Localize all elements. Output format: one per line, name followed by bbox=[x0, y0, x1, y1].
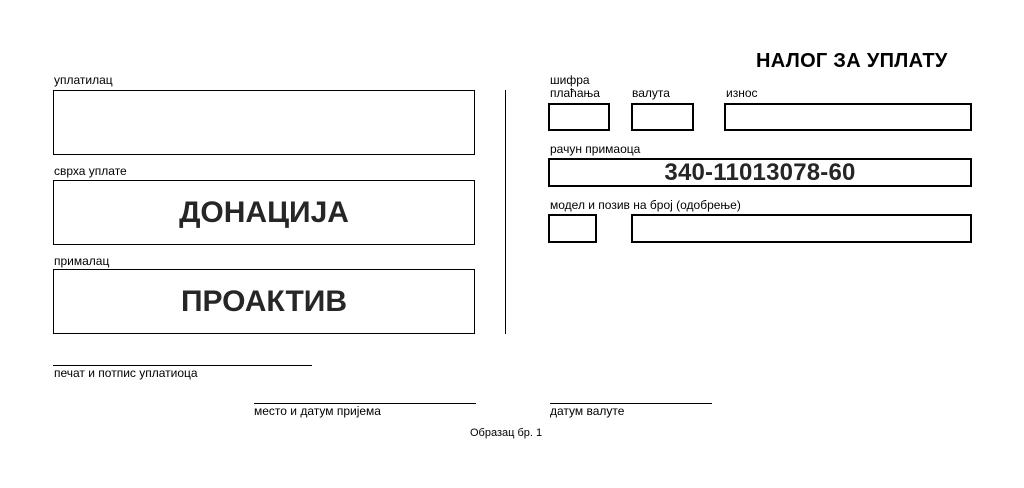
payer-label: уплатилац bbox=[54, 73, 113, 87]
model-field[interactable] bbox=[548, 214, 597, 243]
payment-code-label-line1: шифра bbox=[550, 73, 590, 87]
purpose-field[interactable] bbox=[53, 180, 475, 245]
payment-code-label-line2: плаћања bbox=[550, 86, 600, 100]
model-label: модел и позив на број (одобрење) bbox=[550, 198, 741, 212]
reference-field[interactable] bbox=[631, 214, 972, 243]
purpose-label: сврха уплате bbox=[54, 164, 127, 178]
form-title: НАЛОГ ЗА УПЛАТУ bbox=[756, 50, 948, 72]
payer-field[interactable] bbox=[53, 90, 475, 155]
currency-label: валута bbox=[632, 86, 670, 100]
account-field[interactable] bbox=[548, 158, 972, 187]
purpose-value: ДОНАЦИЈА bbox=[179, 195, 349, 229]
signature-label: печат и потпис уплатиоца bbox=[54, 366, 198, 380]
account-value: 340-11013078-60 bbox=[664, 158, 856, 186]
currency-field[interactable] bbox=[631, 103, 694, 131]
value-date-label: датум валуте bbox=[550, 404, 625, 418]
amount-field[interactable] bbox=[724, 103, 972, 131]
place-date-label: место и датум пријема bbox=[254, 404, 381, 418]
amount-label: износ bbox=[726, 86, 758, 100]
vertical-divider bbox=[505, 90, 506, 334]
recipient-label: прималац bbox=[54, 254, 110, 268]
payment-code-label bbox=[550, 74, 600, 100]
recipient-field[interactable] bbox=[53, 269, 475, 334]
recipient-value: ПРОАКТИВ bbox=[180, 284, 348, 318]
account-label: рачун примаоца bbox=[550, 142, 641, 156]
payment-code-field[interactable] bbox=[548, 103, 610, 131]
form-number: Образац бр. 1 bbox=[470, 427, 543, 439]
